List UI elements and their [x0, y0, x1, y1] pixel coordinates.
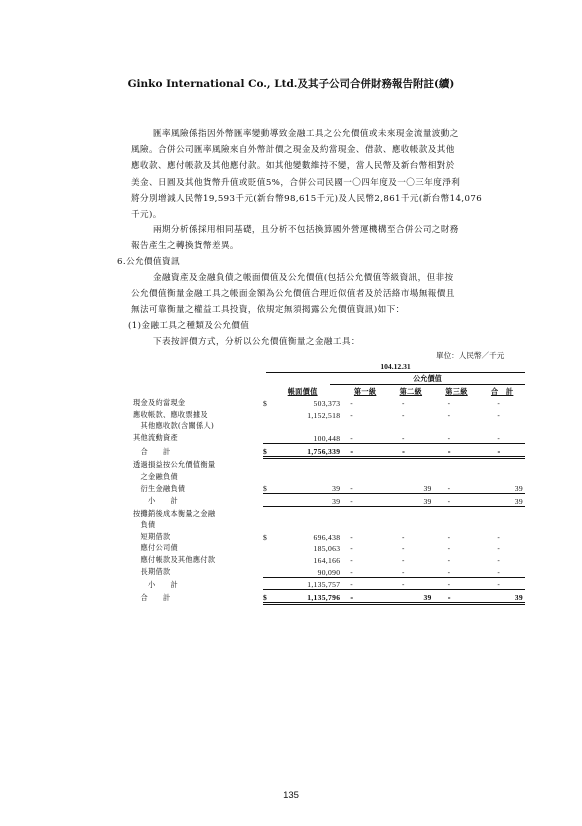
level3-value: -: [434, 565, 480, 577]
divider: [266, 372, 525, 373]
total-value: -: [497, 410, 501, 420]
table-row: [133, 530, 525, 542]
text-line: 風險。合併公司匯率風險來自外幣計價之現金及約當現金、借款、應收帳款及其他: [131, 145, 455, 156]
level1-value: -: [342, 565, 388, 577]
level3-value: -: [434, 431, 480, 443]
book-value: 503,373: [313, 399, 341, 409]
table-row: [133, 457, 525, 470]
table-row: [133, 506, 525, 518]
level3-value: -: [434, 494, 480, 507]
level2-value: -: [401, 532, 405, 542]
subsection-heading: (1)金融工具之種類及公允價值: [128, 321, 250, 331]
table-date: 104.12.31: [380, 362, 411, 371]
level1-value: -: [342, 577, 388, 590]
level1-value: -: [350, 532, 354, 542]
row-label: 其他應收款(含關係人): [133, 421, 215, 431]
total-value: -: [497, 399, 501, 409]
currency-sign: $: [263, 482, 271, 494]
text-line: 無法可靠衡量之權益工具投資，依規定無須揭露公允價值資訊)如下：: [131, 305, 405, 316]
row-label: 長期借款: [133, 567, 171, 576]
table-row: [133, 577, 525, 590]
level3-value: -: [434, 577, 480, 590]
level2-value: -: [388, 565, 434, 577]
book-value: 185,063: [313, 544, 341, 554]
section-heading: 6.公允價值資訊: [117, 257, 180, 267]
level3-value: -: [447, 399, 451, 409]
level1-value: -: [342, 590, 388, 604]
total-value: 39: [479, 494, 525, 507]
table-row: [133, 519, 525, 531]
book-value: 90,090: [271, 565, 342, 577]
table-row: [133, 443, 525, 457]
total-value: 39: [479, 482, 525, 494]
level2-value: -: [388, 431, 434, 443]
column-header: 合 計: [490, 386, 514, 396]
level3-value: -: [447, 555, 451, 565]
currency-sign: [263, 542, 271, 554]
row-label: 短期借款: [133, 531, 171, 541]
page-title: Ginko International Co., Ltd.及其子公司合併財務報告附註(續): [127, 78, 455, 90]
row-label: 衍生金融負債: [133, 483, 186, 493]
book-value: 39: [271, 494, 342, 507]
row-label: 之金融負債: [133, 471, 178, 481]
level3-value: -: [434, 590, 480, 604]
currency-sign: [263, 577, 271, 590]
paragraph-fair-value-info: [131, 270, 527, 319]
book-value: 1,135,796: [271, 590, 342, 604]
level1-value: -: [342, 431, 388, 443]
paragraph-fx-risk: [131, 126, 527, 223]
level2-value: -: [388, 577, 434, 590]
level3-value: -: [447, 532, 451, 542]
level3-value: -: [434, 482, 480, 494]
book-value: 39: [271, 482, 342, 494]
currency-sign: [263, 553, 271, 565]
table-row: [133, 397, 525, 409]
total-value: -: [497, 555, 501, 565]
text-line: 匯率風險係指因外幣匯率變動導致金融工具之公允價值或未來現金流量波動之: [153, 129, 459, 139]
row-label: 合 計: [133, 593, 171, 603]
level2-value: 39: [388, 482, 434, 494]
row-label: 小 計: [133, 496, 178, 506]
text-line: 報告產生之轉換貨幣差異。: [131, 241, 239, 252]
currency-sign: $: [263, 399, 268, 409]
currency-sign: $: [263, 532, 268, 542]
table-row: [133, 590, 525, 604]
unit-note: 單位：人民幣／千元: [436, 351, 505, 360]
table-row: [133, 553, 525, 565]
text-line: 兩期分析係採用相同基礎，且分析不包括換算國外營運機構至合併公司之財務: [153, 225, 459, 235]
level2-value: 39: [388, 590, 434, 604]
total-value: -: [497, 544, 501, 554]
currency-sign: $: [263, 590, 271, 604]
row-label: 應付帳款及其他應付款: [133, 554, 216, 564]
currency-sign: $: [263, 443, 271, 457]
text-line: 公允價值衡量金融工具之帳面金額為公允價值合理近似值者及於活絡市場無報價且: [131, 289, 455, 300]
currency-sign: [263, 408, 271, 420]
level1-value: -: [350, 555, 354, 565]
table-row: [133, 408, 525, 420]
book-value: 100,448: [271, 431, 342, 443]
level3-value: -: [434, 443, 480, 457]
text-line: 應收款、應付帳款及其他應付款。如其他變數維持不變，當人民幣及新台幣相對於: [131, 161, 455, 172]
fair-value-table: [133, 385, 525, 605]
level2-value: 39: [388, 494, 434, 507]
level3-value: -: [447, 544, 451, 554]
level1-value: -: [342, 482, 388, 494]
total-value: -: [479, 565, 525, 577]
book-value: 1,135,757: [271, 577, 342, 590]
column-header: 帳面價值: [287, 386, 318, 396]
level2-value: -: [401, 399, 405, 409]
row-label: 其他流動資產: [133, 433, 178, 443]
row-label: 透過損益按公允價值衡量: [133, 460, 216, 470]
level1-value: -: [350, 544, 354, 554]
level1-value: -: [342, 443, 388, 457]
column-header: 第二級: [399, 386, 423, 396]
level2-value: -: [401, 555, 405, 565]
level2-value: -: [401, 544, 405, 554]
table-intro: 下表按評價方式，分析以公允價值衡量之金融工具：: [153, 337, 360, 347]
currency-sign: [263, 494, 271, 507]
level3-value: -: [447, 410, 451, 420]
currency-sign: [263, 431, 271, 443]
table-header-row: [133, 385, 525, 397]
row-label: 現金及約當現金: [133, 398, 186, 408]
fair-value-header: 公允價值: [413, 374, 442, 383]
total-value: 39: [479, 590, 525, 604]
total-value: -: [497, 532, 501, 542]
table-row: [133, 431, 525, 443]
level1-value: -: [342, 494, 388, 507]
total-value: -: [479, 577, 525, 590]
total-value: -: [479, 431, 525, 443]
book-value: 164,166: [313, 555, 341, 565]
level2-value: -: [388, 443, 434, 457]
row-label: 合 計: [133, 447, 171, 457]
table-row: [133, 420, 525, 432]
text-line: 千元)。: [131, 210, 162, 221]
text-line: 將分別增減人民幣19,593千元(新台幣98,615千元)及人民幣2,861千元(新台幣14,076: [131, 193, 483, 204]
row-label: 小 計: [133, 579, 178, 589]
level1-value: -: [350, 399, 354, 409]
paragraph-analysis-basis: [131, 222, 527, 254]
level2-value: -: [401, 410, 405, 420]
column-header: 第三級: [445, 386, 468, 396]
currency-sign: [263, 565, 271, 577]
row-label: 按攤銷後成本衡量之金融: [133, 508, 216, 518]
text-line: 美金、日圓及其他貨幣升值或貶值5%，合併公司民國一〇四年度及一〇三年度淨利: [131, 177, 461, 188]
table-row: [133, 565, 525, 577]
table-row: [133, 494, 525, 507]
column-header: 第一級: [353, 386, 377, 396]
book-value: 696,438: [313, 532, 341, 542]
table-row: [133, 482, 525, 494]
level1-value: -: [350, 410, 354, 420]
total-value: -: [479, 443, 525, 457]
row-label: 應付公司債: [133, 543, 178, 553]
page-number: 135: [283, 790, 299, 801]
book-value: 1,152,518: [307, 410, 341, 420]
table-row: [133, 470, 525, 482]
table-row: [133, 542, 525, 554]
book-value: 1,756,339: [271, 443, 342, 457]
row-label: 負債: [133, 520, 156, 530]
row-label: 應收帳款、應收票據及: [133, 409, 208, 419]
text-line: 金融資產及金融負債之帳面價值及公允價值(包括公允價值等級資訊，但非按: [153, 273, 454, 283]
